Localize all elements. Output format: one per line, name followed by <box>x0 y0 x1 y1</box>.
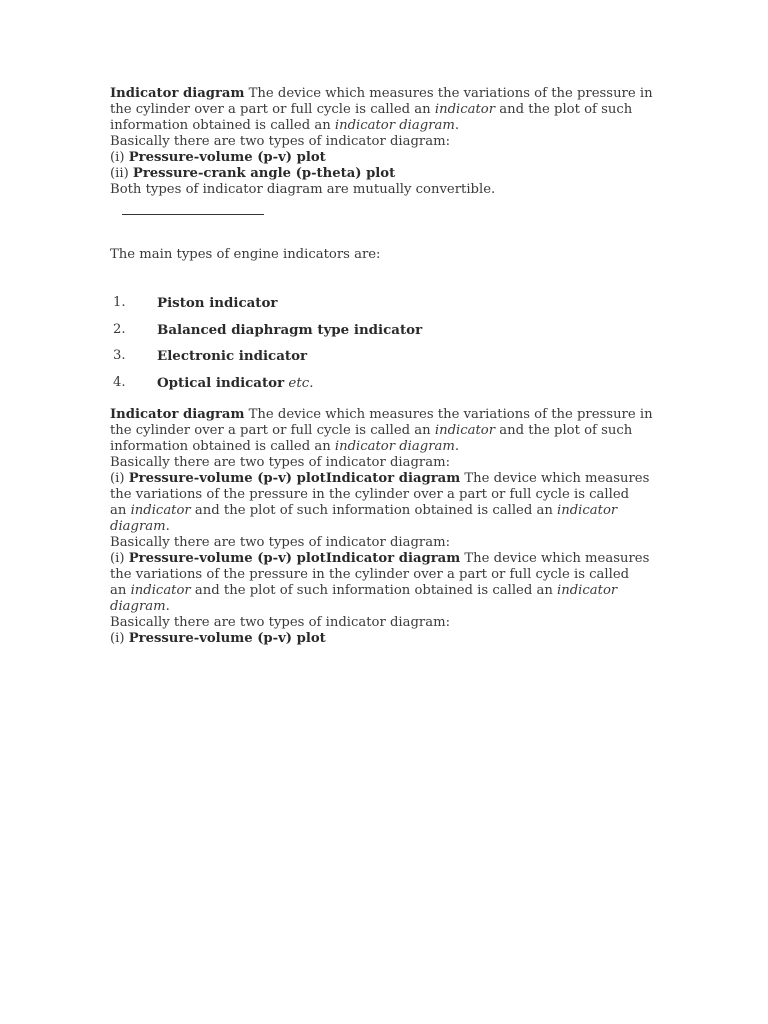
list-item-text <box>157 375 313 392</box>
text-span: information obtained is called an <box>110 118 335 133</box>
paragraph-line: the variations of the pressure in the cylinder over a part or full cycle is called <box>110 487 630 502</box>
list-line <box>110 166 670 182</box>
italic-term: indicator <box>130 503 191 518</box>
list-number: 1. <box>113 295 126 310</box>
text-span: The device which measures the variations of the pressure in <box>244 86 653 101</box>
text-span: . <box>165 599 170 614</box>
paragraph-line: Basically there are two types of indicator diagram: <box>110 134 451 149</box>
paragraph-line <box>110 423 670 439</box>
paragraph-line <box>110 631 670 647</box>
bold-term: Pressure-volume (p-v) plotIndicator diagram <box>128 551 461 566</box>
paragraph-line: Basically there are two types of indicator diagram: <box>110 535 451 550</box>
indicator-types-intro <box>110 247 670 263</box>
paragraph-line <box>110 86 670 102</box>
bold-term: Optical indicator <box>157 375 285 392</box>
text-span: and the plot of such <box>495 423 633 438</box>
paragraph-line <box>110 599 670 615</box>
paragraph-line <box>110 471 670 487</box>
paragraph-line <box>110 407 670 423</box>
paragraph-line: Basically there are two types of indicator diagram: <box>110 455 451 470</box>
paragraph-line <box>110 503 670 519</box>
indicator-types-list <box>110 295 670 402</box>
paragraph-line: the variations of the pressure in the cylinder over a part or full cycle is called <box>110 567 630 582</box>
list-item <box>110 375 670 402</box>
text-span: and the plot of such information obtained is called an <box>190 503 558 518</box>
italic-term: indicator <box>557 583 618 598</box>
paragraph-line: Both types of indicator diagram are mutually convertible. <box>110 182 496 197</box>
text-span: The device which measures <box>460 551 650 566</box>
text-span: . <box>454 118 460 133</box>
italic-term: etc. <box>284 376 314 392</box>
italic-term: indicator diagram <box>334 118 455 133</box>
indicator-diagram-section-1 <box>110 86 670 198</box>
text-span: and the plot of such <box>495 102 633 117</box>
text-span: information obtained is called an <box>110 439 335 454</box>
list-item-text <box>157 348 307 365</box>
text-span: the cylinder over a part or full cycle is called an <box>110 102 435 117</box>
list-item-text <box>157 295 277 312</box>
paragraph-line <box>110 102 670 118</box>
indicator-diagram-section-2 <box>110 407 670 647</box>
bold-term: Pressure-volume (p-v) plotIndicator diagram <box>128 471 461 486</box>
text-span: (i) <box>110 471 129 486</box>
text-span: . <box>454 439 460 454</box>
italic-term: indicator <box>130 583 191 598</box>
text-span: (i) <box>110 631 129 646</box>
list-line <box>110 150 670 166</box>
list-item <box>110 348 670 375</box>
text-span: The device which measures <box>460 471 650 486</box>
bold-term: Piston indicator <box>157 295 278 311</box>
text-span: . <box>165 519 170 534</box>
text-span: an <box>110 503 131 518</box>
text-span: the cylinder over a part or full cycle is called an <box>110 423 435 438</box>
list-number: 4. <box>113 375 126 391</box>
bold-term: Pressure-crank angle (p-theta) plot <box>132 166 396 181</box>
paragraph-line <box>110 519 670 535</box>
paragraph-line <box>110 551 670 567</box>
italic-term: indicator diagram <box>334 439 455 454</box>
intro-text: The main types of engine indicators are: <box>110 247 381 262</box>
bold-term: Electronic indicator <box>157 348 308 365</box>
text-span: The device which measures the variations of the pressure in <box>244 407 653 422</box>
text-span: (i) <box>110 150 129 165</box>
list-number: 3. <box>113 348 126 364</box>
bold-term: Pressure-volume (p-v) plot <box>128 150 326 165</box>
text-span: (ii) <box>110 166 133 181</box>
italic-term: diagram <box>110 599 166 614</box>
italic-term: indicator <box>434 423 496 438</box>
paragraph-line <box>110 439 670 455</box>
text-span: an <box>110 583 131 598</box>
list-item-text <box>157 322 422 339</box>
paragraph-line: Basically there are two types of indicator diagram: <box>110 615 451 630</box>
list-number: 2. <box>113 321 126 337</box>
list-item <box>110 295 670 322</box>
italic-term: diagram <box>110 519 166 534</box>
italic-term: indicator <box>434 102 496 117</box>
text-span: (i) <box>110 551 129 566</box>
text-span: and the plot of such information obtained is called an <box>190 583 558 598</box>
italic-term: indicator <box>557 503 618 518</box>
horizontal-rule <box>122 214 264 215</box>
paragraph-line <box>110 583 670 599</box>
section-heading: Indicator diagram <box>110 86 245 101</box>
section-heading: Indicator diagram <box>110 407 245 422</box>
bold-term: Balanced diaphragm type indicator <box>157 321 423 338</box>
paragraph-line <box>110 118 670 134</box>
list-item <box>110 322 670 349</box>
bold-term: Pressure-volume (p-v) plot <box>128 631 326 646</box>
